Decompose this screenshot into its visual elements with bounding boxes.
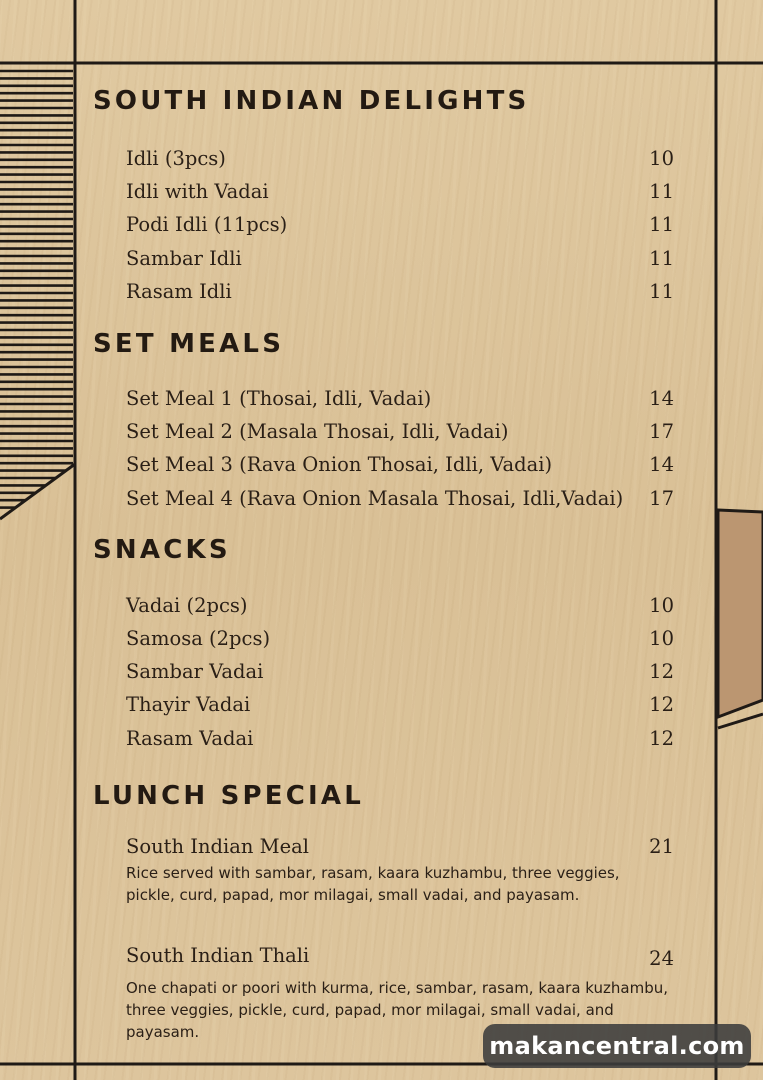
item-description: One chapati or poori with kurma, rice, sambar, rasam, kaara kuzhambu, three veggies, pickle, curd, papad, mor milagai, small vadai, and payasam. xyxy=(126,979,668,1041)
item-name: Sambar Vadai xyxy=(126,660,264,683)
stripe-pattern xyxy=(0,71,73,508)
menu-item xyxy=(126,690,674,720)
item-price: 12 xyxy=(649,693,674,716)
item-price: 11 xyxy=(649,213,674,236)
item-name: Rasam Vadai xyxy=(126,727,254,750)
item-name: Set Meal 1 (Thosai, Idli, Vadai) xyxy=(126,387,432,410)
item-name: Sambar Idli xyxy=(126,247,242,270)
item-price: 10 xyxy=(649,594,674,617)
menu-item xyxy=(126,941,674,971)
item-name: Set Meal 2 (Masala Thosai, Idli, Vadai) xyxy=(126,420,509,443)
item-name: South Indian Thali xyxy=(126,944,310,967)
item-price: 10 xyxy=(649,147,674,170)
item-name: Vadai (2pcs) xyxy=(126,594,248,617)
item-price: 14 xyxy=(649,453,674,476)
menu-item xyxy=(126,624,674,654)
menu-item xyxy=(126,417,674,447)
item-price: 24 xyxy=(649,947,674,970)
menu-item xyxy=(126,724,674,754)
menu-item xyxy=(126,277,674,307)
diagonal-line-right xyxy=(718,714,763,728)
item-price: 10 xyxy=(649,627,674,650)
item-name: Samosa (2pcs) xyxy=(126,627,271,650)
menu-item xyxy=(126,210,674,240)
item-price: 12 xyxy=(649,660,674,683)
item-name: South Indian Meal xyxy=(126,835,309,858)
watermark-badge: makancentral.com xyxy=(483,1024,751,1068)
menu-item xyxy=(126,484,674,514)
item-price: 17 xyxy=(649,420,674,443)
menu-item xyxy=(126,244,674,274)
item-name: Idli with Vadai xyxy=(126,180,269,203)
item-price: 11 xyxy=(649,280,674,303)
item-description: Rice served with sambar, rasam, kaara kuzhambu, three veggies, pickle, curd, papad, mor milagai, small vadai, and payasam. xyxy=(126,864,620,904)
item-name: Podi Idli (11pcs) xyxy=(126,213,288,236)
section-title-lunch-special: LUNCH SPECIAL xyxy=(93,781,364,811)
menu-item xyxy=(126,144,674,174)
item-name: Set Meal 3 (Rava Onion Thosai, Idli, Vadai) xyxy=(126,453,553,476)
menu-item xyxy=(126,832,674,862)
section-title-south-indian-delights: SOUTH INDIAN DELIGHTS xyxy=(93,86,530,116)
tan-accent-panel xyxy=(718,510,763,717)
item-name: Thayir Vadai xyxy=(126,693,251,716)
item-price: 11 xyxy=(649,180,674,203)
item-name: Set Meal 4 (Rava Onion Masala Thosai, Idli,Vadai) xyxy=(126,487,624,510)
section-title-snacks: SNACKS xyxy=(93,535,231,565)
menu-item xyxy=(126,177,674,207)
item-price: 14 xyxy=(649,387,674,410)
section-title-set-meals: SET MEALS xyxy=(93,329,285,359)
item-name: Idli (3pcs) xyxy=(126,147,226,170)
menu-item xyxy=(126,657,674,687)
item-name: Rasam Idli xyxy=(126,280,232,303)
item-price: 17 xyxy=(649,487,674,510)
menu-item xyxy=(126,450,674,480)
item-price: 11 xyxy=(649,247,674,270)
item-price: 21 xyxy=(649,835,674,858)
menu-item xyxy=(126,384,674,414)
item-price: 12 xyxy=(649,727,674,750)
menu-item xyxy=(126,591,674,621)
